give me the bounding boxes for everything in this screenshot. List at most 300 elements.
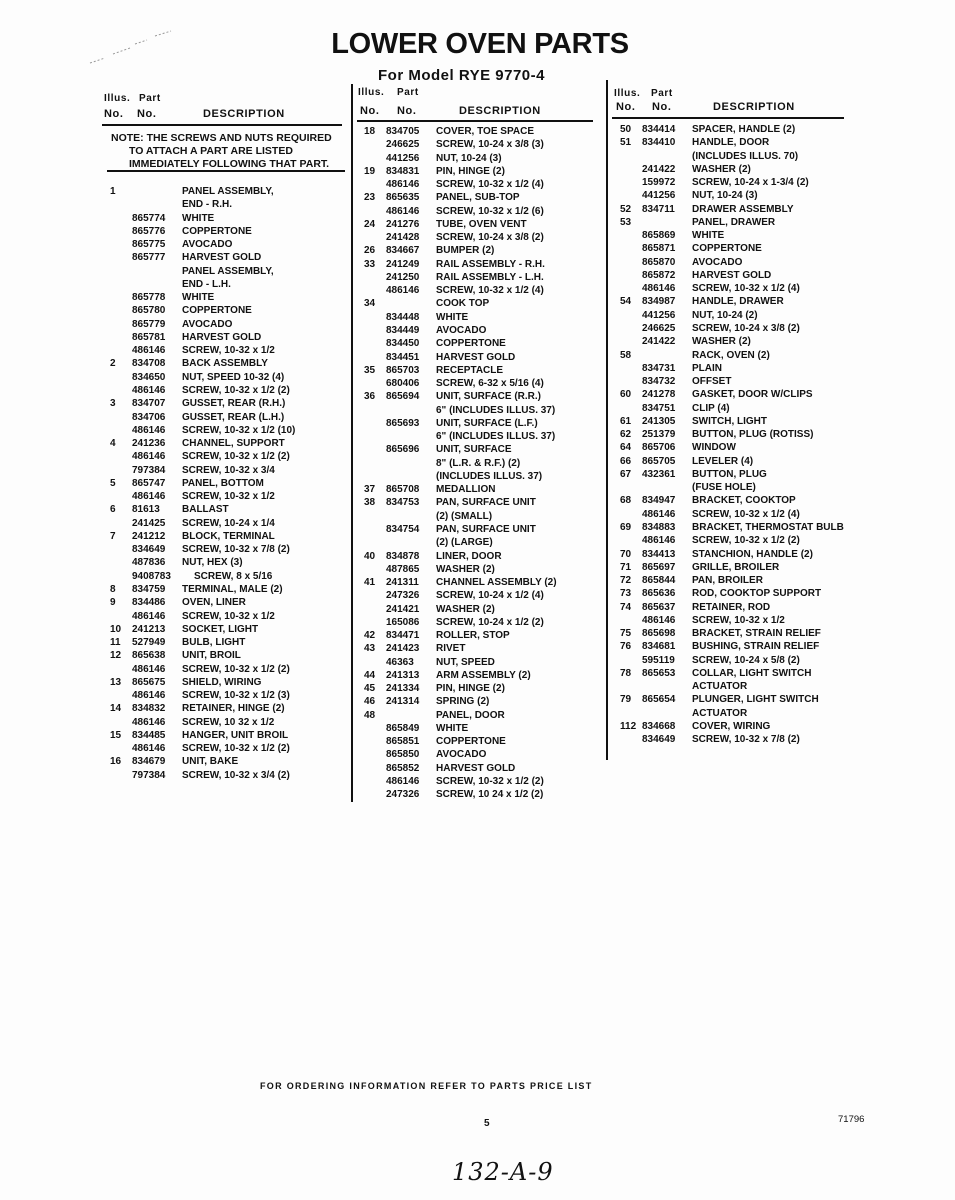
part-number: 834413 — [642, 548, 676, 560]
col1-header-rule — [102, 124, 342, 126]
part-description: ACTUATOR — [692, 707, 748, 719]
illus-number: 12 — [110, 650, 122, 662]
illus-number: 26 — [364, 245, 376, 257]
part-description: WASHER (2) — [692, 163, 751, 175]
model-subtitle: For Model RYE 9770-4 — [378, 67, 545, 84]
part-number: 241334 — [386, 683, 420, 695]
part-number: 241423 — [386, 643, 420, 655]
part-description: GASKET, DOOR W/CLIPS — [692, 389, 813, 401]
part-description: NUT, 10-24 (3) — [692, 190, 758, 202]
part-description: COPPERTONE — [692, 243, 762, 255]
part-number: 246625 — [642, 322, 676, 334]
col2-header-part: Part — [397, 87, 419, 98]
part-number: 865775 — [132, 239, 166, 251]
part-description: SCREW, 10-32 x 3/4 — [182, 464, 275, 476]
note-line-2: TO ATTACH A PART ARE LISTED — [129, 145, 293, 157]
part-number: 486146 — [132, 743, 166, 755]
part-number: 487836 — [132, 557, 166, 569]
col1-header-illus: Illus. — [104, 93, 131, 104]
col1-header-description: DESCRIPTION — [203, 108, 285, 120]
part-description: UNIT, BAKE — [182, 756, 239, 768]
part-description: ACTUATOR — [692, 681, 748, 693]
part-number: 486146 — [132, 451, 166, 463]
part-number: 486146 — [132, 491, 166, 503]
part-description: UNIT, SURFACE (R.R.) — [436, 391, 541, 403]
illus-number: 33 — [364, 258, 376, 270]
part-number: 441256 — [386, 152, 420, 164]
part-number: 241276 — [386, 218, 420, 230]
illus-number: 62 — [620, 429, 632, 441]
part-description: SCREW, 10-32 x 1/2 (2) — [182, 451, 290, 463]
illus-number: 34 — [364, 298, 376, 310]
part-description: HARVEST GOLD — [182, 331, 262, 343]
part-description: SCREW, 6-32 x 5/16 (4) — [436, 378, 544, 390]
part-description: COPPERTONE — [182, 225, 252, 237]
part-description: COPPERTONE — [436, 736, 506, 748]
part-number: 865637 — [642, 601, 676, 613]
page-number: 5 — [484, 1118, 490, 1129]
illus-number: 36 — [364, 391, 376, 403]
part-description: COLLAR, LIGHT SWITCH — [692, 667, 812, 679]
part-description: (INCLUDES ILLUS. 37) — [436, 470, 543, 482]
part-number: 834449 — [386, 324, 420, 336]
part-description: 8" (L.R. & R.F.) (2) — [436, 457, 521, 469]
part-number: 834650 — [132, 371, 166, 383]
part-number: 486146 — [132, 663, 166, 675]
illus-number: 35 — [364, 364, 376, 376]
part-description: SCREW, 10-32 x 1/2 (3) — [182, 690, 290, 702]
part-number: 486146 — [642, 614, 676, 626]
part-number: 432361 — [642, 468, 676, 480]
illus-number: 18 — [364, 126, 376, 137]
illus-number: 50 — [620, 124, 632, 135]
illus-number: 1 — [110, 186, 116, 197]
part-description: OFFSET — [692, 376, 732, 388]
part-description: NUT, HEX (3) — [182, 557, 243, 569]
part-description: RACK, OVEN (2) — [692, 349, 770, 361]
part-number: 486146 — [132, 690, 166, 702]
page-title: LOWER OVEN PARTS — [331, 28, 629, 60]
illus-number: 71 — [620, 561, 632, 573]
note-line-1: NOTE: THE SCREWS AND NUTS REQUIRED — [111, 132, 332, 144]
illus-number: 42 — [364, 630, 376, 642]
part-description: ARM ASSEMBLY (2) — [436, 669, 531, 681]
part-number: 834732 — [642, 376, 676, 388]
illus-number: 74 — [620, 601, 632, 613]
part-description: SCREW, 10-32 x 1/2 (6) — [436, 205, 544, 217]
illus-number: 38 — [364, 497, 376, 509]
part-number: 247326 — [386, 590, 420, 602]
part-number: 865636 — [642, 588, 676, 600]
illus-number: 69 — [620, 521, 632, 533]
illus-number: 13 — [110, 676, 122, 688]
part-number: 834667 — [386, 245, 420, 257]
part-description: WASHER (2) — [436, 603, 495, 615]
part-number: 865779 — [132, 318, 166, 330]
part-description: COVER, TOE SPACE — [436, 126, 534, 137]
part-description: COVER, WIRING — [692, 720, 771, 732]
part-description: HARVEST GOLD — [436, 762, 516, 774]
part-number: 241421 — [386, 603, 420, 615]
part-description: OVEN, LINER — [182, 597, 246, 609]
part-number: 834451 — [386, 351, 420, 363]
part-description: WHITE — [436, 722, 469, 734]
part-description: 6" (INCLUDES ILLUS. 37) — [436, 404, 556, 416]
illus-number: 61 — [620, 415, 632, 427]
part-description: HANGER, UNIT BROIL — [182, 729, 289, 741]
part-number: 241212 — [132, 530, 166, 542]
part-number: 241249 — [386, 258, 420, 270]
part-number: 834705 — [386, 126, 420, 137]
part-number: 834681 — [642, 641, 676, 653]
part-description: PLAIN — [692, 362, 722, 374]
part-description: HARVEST GOLD — [182, 252, 262, 264]
part-number: 834753 — [386, 497, 420, 509]
part-description: BUMPER (2) — [436, 245, 495, 257]
part-description: SCREW, 10-32 x 1/2 (2) — [182, 384, 290, 396]
part-description: PIN, HINGE (2) — [436, 165, 505, 177]
part-description: PIN, HINGE (2) — [436, 683, 505, 695]
part-description: (INCLUDES ILLUS. 70) — [692, 150, 799, 162]
part-description: PANEL, SUB-TOP — [436, 192, 520, 204]
part-number: 241422 — [642, 336, 676, 348]
part-description: SCREW, 10-32 x 1/2 — [182, 345, 275, 357]
part-description: HANDLE, DRAWER — [692, 296, 784, 308]
part-description: UNIT, SURFACE (L.F.) — [436, 417, 538, 429]
part-number: 834649 — [132, 544, 166, 556]
part-description: WHITE — [182, 212, 215, 224]
part-description: SCREW, 10-32 x 1/2 (4) — [436, 179, 544, 191]
part-number: 486146 — [386, 285, 420, 297]
part-number: 865635 — [386, 192, 420, 204]
part-description: PANEL ASSEMBLY, — [182, 186, 274, 197]
illus-number: 76 — [620, 641, 632, 653]
part-description: NUT, SPEED 10-32 (4) — [182, 371, 285, 383]
part-number: 241313 — [386, 669, 420, 681]
illus-number: 43 — [364, 643, 376, 655]
part-number: 487865 — [386, 563, 420, 575]
col3-header-rule — [612, 117, 844, 119]
part-description: COPPERTONE — [182, 305, 252, 317]
illus-number: 46 — [364, 696, 376, 708]
part-number: 834450 — [386, 338, 420, 350]
part-number: 865776 — [132, 225, 166, 237]
part-description: BUTTON, PLUG — [692, 468, 767, 480]
part-description: MEDALLION — [436, 484, 496, 496]
part-number: 865780 — [132, 305, 166, 317]
part-number: 486146 — [386, 179, 420, 191]
part-number: 241422 — [642, 163, 676, 175]
part-number: 241428 — [386, 232, 420, 244]
part-description: SCREW, 10-32 x 1/2 (4) — [692, 508, 800, 520]
part-description: SCREW, 10-24 x 3/8 (2) — [436, 232, 544, 244]
part-number: 865708 — [386, 484, 420, 496]
part-description: END - R.H. — [182, 199, 232, 211]
part-description: SCREW, 10-32 x 1/2 (2) — [436, 776, 544, 788]
part-description: AVOCADO — [182, 239, 233, 251]
illus-number: 112 — [620, 720, 637, 732]
part-number: 9408783 — [132, 570, 171, 582]
illus-number: 60 — [620, 389, 632, 401]
part-description: BUTTON, PLUG (ROTISS) — [692, 429, 814, 441]
col1-header-part: Part — [139, 93, 161, 104]
illus-number: 41 — [364, 577, 376, 589]
part-description: BULB, LIGHT — [182, 637, 246, 649]
part-number: 865844 — [642, 575, 676, 587]
part-description: BACK ASSEMBLY — [182, 358, 268, 370]
illus-number: 7 — [110, 530, 116, 542]
part-number: 834754 — [386, 523, 420, 535]
part-number: 834410 — [642, 137, 676, 149]
part-description: WHITE — [182, 292, 215, 304]
illus-number: 54 — [620, 296, 632, 308]
part-description: PAN, SURFACE UNIT — [436, 523, 536, 535]
part-description: RETAINER, HINGE (2) — [182, 703, 285, 715]
part-number: 865694 — [386, 391, 420, 403]
part-number: 834649 — [642, 734, 676, 746]
illus-number: 8 — [110, 583, 116, 595]
part-description: GUSSET, REAR (L.H.) — [182, 411, 285, 423]
part-description: GUSSET, REAR (R.H.) — [182, 398, 286, 410]
part-description: SCREW, 10-32 x 1/2 — [182, 491, 275, 503]
part-description: RETAINER, ROD — [692, 601, 771, 613]
part-description: END - L.H. — [182, 278, 231, 290]
part-description: SCREW, 10-24 x 3/8 (3) — [436, 139, 544, 151]
illus-number: 4 — [110, 438, 116, 450]
column-divider-1 — [351, 84, 353, 802]
col3-header-part-no: No. — [652, 101, 672, 113]
part-number: 834831 — [386, 165, 420, 177]
part-description: UNIT, SURFACE — [436, 444, 512, 456]
illus-number: 10 — [110, 623, 122, 635]
part-number: 865638 — [132, 650, 166, 662]
note-line-3: IMMEDIATELY FOLLOWING THAT PART. — [129, 158, 330, 170]
part-number: 834679 — [132, 756, 166, 768]
illus-number: 53 — [620, 216, 632, 228]
illus-number: 44 — [364, 669, 376, 681]
part-number: 834471 — [386, 630, 420, 642]
part-number: 834448 — [386, 311, 420, 323]
illus-number: 6 — [110, 504, 116, 516]
part-number: 834987 — [642, 296, 676, 308]
part-description: WASHER (2) — [692, 336, 751, 348]
part-description: SWITCH, LIGHT — [692, 415, 767, 427]
part-description: SCREW, 10-24 x 3/8 (2) — [692, 322, 800, 334]
part-number: 486146 — [642, 283, 676, 295]
part-description: HARVEST GOLD — [436, 351, 516, 363]
illus-number: 73 — [620, 588, 632, 600]
part-number: 241236 — [132, 438, 166, 450]
illus-number: 16 — [110, 756, 122, 768]
part-description: PAN, SURFACE UNIT — [436, 497, 536, 509]
part-number: 865706 — [642, 442, 676, 454]
part-number: 834708 — [132, 358, 166, 370]
part-description: PANEL, DRAWER — [692, 216, 776, 228]
part-description: BALLAST — [182, 504, 229, 516]
part-description: CHANNEL ASSEMBLY (2) — [436, 577, 557, 589]
part-description: SPRING (2) — [436, 696, 490, 708]
part-description: SCREW, 10-32 x 1/2 (2) — [692, 535, 800, 547]
part-number: 865851 — [386, 736, 420, 748]
part-number: 834707 — [132, 398, 166, 410]
part-number: 834759 — [132, 583, 166, 595]
part-description: NUT, SPEED — [436, 656, 495, 668]
part-number: 834414 — [642, 124, 676, 135]
part-description: LINER, DOOR — [436, 550, 502, 562]
illus-number: 75 — [620, 628, 632, 640]
part-number: 441256 — [642, 309, 676, 321]
part-number: 865778 — [132, 292, 166, 304]
part-number: 486146 — [132, 424, 166, 436]
part-number: 834751 — [642, 402, 676, 414]
part-number: 865654 — [642, 694, 676, 706]
part-number: 241311 — [386, 577, 419, 589]
part-description: SCREW, 10-24 x 5/8 (2) — [692, 654, 800, 666]
part-description: SCREW, 10-24 x 1/4 — [182, 517, 275, 529]
col1-header-part-no: No. — [137, 108, 157, 120]
part-number: 246625 — [386, 139, 420, 151]
part-number: 865653 — [642, 667, 676, 679]
part-description: STANCHION, HANDLE (2) — [692, 548, 813, 560]
part-description: AVOCADO — [692, 256, 743, 268]
part-description: HARVEST GOLD — [692, 269, 772, 281]
part-number: 865693 — [386, 417, 420, 429]
part-number: 797384 — [132, 769, 166, 781]
illus-number: 23 — [364, 192, 376, 204]
part-number: 241425 — [132, 517, 166, 529]
part-number: 834486 — [132, 597, 166, 609]
part-description: SCREW, 10-32 x 1/2 (2) — [182, 743, 290, 755]
part-number: 865852 — [386, 762, 420, 774]
illus-number: 78 — [620, 667, 632, 679]
part-description: 6" (INCLUDES ILLUS. 37) — [436, 431, 556, 443]
part-number: 865871 — [642, 243, 676, 255]
part-number: 241278 — [642, 389, 676, 401]
part-description: BRACKET, COOKTOP — [692, 495, 796, 507]
part-number: 834711 — [642, 203, 675, 215]
part-description: SCREW, 8 x 5/16 — [194, 570, 273, 582]
part-description: SCREW, 10-24 x 1/2 (2) — [436, 616, 544, 628]
part-number: 251379 — [642, 429, 676, 441]
illus-number: 19 — [364, 165, 376, 177]
part-number: 865849 — [386, 722, 420, 734]
illus-number: 2 — [110, 358, 116, 370]
part-number: 241250 — [386, 271, 420, 283]
part-number: 486146 — [132, 384, 166, 396]
col2-header-description: DESCRIPTION — [459, 105, 541, 117]
illus-number: 9 — [110, 597, 116, 609]
illus-number: 66 — [620, 455, 632, 467]
part-number: 486146 — [386, 776, 420, 788]
part-description: AVOCADO — [182, 318, 233, 330]
illus-number: 51 — [620, 137, 632, 149]
part-description: SCREW, 10-32 x 7/8 (2) — [692, 734, 800, 746]
illus-number: 58 — [620, 349, 632, 361]
part-description: SCREW, 10-32 x 7/8 (2) — [182, 544, 290, 556]
part-number: 486146 — [132, 716, 166, 728]
part-number: 486146 — [132, 610, 166, 622]
part-description: SCREW, 10-32 x 1/2 (10) — [182, 424, 296, 436]
part-description: CHANNEL, SUPPORT — [182, 438, 285, 450]
handwritten-annotation: 132-A-9 — [452, 1158, 554, 1186]
part-description: DRAWER ASSEMBLY — [692, 203, 794, 215]
part-description: RAIL ASSEMBLY - R.H. — [436, 258, 545, 270]
col1-header-illus-no: No. — [104, 108, 124, 120]
part-number: 527949 — [132, 637, 166, 649]
illus-number: 67 — [620, 468, 632, 480]
part-number: 241305 — [642, 415, 676, 427]
part-number: 834883 — [642, 521, 676, 533]
part-number: 865870 — [642, 256, 676, 268]
part-description: ROLLER, STOP — [436, 630, 510, 642]
part-number: 865703 — [386, 364, 420, 376]
part-description: PANEL ASSEMBLY, — [182, 265, 274, 277]
part-description: SHIELD, WIRING — [182, 676, 262, 688]
part-description: RAIL ASSEMBLY - L.H. — [436, 271, 544, 283]
part-number: 486146 — [132, 345, 166, 357]
part-description: PLUNGER, LIGHT SWITCH — [692, 694, 819, 706]
illus-number: 24 — [364, 218, 376, 230]
illus-number: 45 — [364, 683, 376, 695]
part-description: BLOCK, TERMINAL — [182, 530, 275, 542]
part-number: 865869 — [642, 230, 676, 242]
part-number: 247326 — [386, 789, 420, 801]
part-number: 486146 — [642, 508, 676, 520]
part-description: SCREW, 10-32 x 1/2 — [182, 610, 275, 622]
part-number: 834947 — [642, 495, 676, 507]
part-description: HANDLE, DOOR — [692, 137, 770, 149]
part-description: SPACER, HANDLE (2) — [692, 124, 796, 135]
part-number: 595119 — [642, 654, 675, 666]
part-description: PANEL, DOOR — [436, 709, 505, 721]
part-number: 865675 — [132, 676, 166, 688]
part-description: NUT, 10-24 (3) — [436, 152, 502, 164]
part-description: COPPERTONE — [436, 338, 506, 350]
part-description: TERMINAL, MALE (2) — [182, 583, 283, 595]
illus-number: 48 — [364, 709, 376, 721]
part-number: 865774 — [132, 212, 166, 224]
part-number: 865850 — [386, 749, 420, 761]
column-divider-2 — [606, 80, 608, 760]
col2-header-illus: Illus. — [358, 87, 385, 98]
part-description: PAN, BROILER — [692, 575, 763, 587]
part-number: 865872 — [642, 269, 676, 281]
part-number: 46363 — [386, 656, 414, 668]
illus-number: 37 — [364, 484, 376, 496]
document-number: 71796 — [838, 1114, 865, 1125]
part-description: BUSHING, STRAIN RELIEF — [692, 641, 820, 653]
part-description: RIVET — [436, 643, 466, 655]
part-number: 834731 — [642, 362, 676, 374]
part-description: SCREW, 10-32 x 1/2 (2) — [182, 663, 290, 675]
illus-number: 70 — [620, 548, 632, 560]
part-number: 865777 — [132, 252, 166, 264]
col3-header-description: DESCRIPTION — [713, 101, 795, 113]
part-number: 834706 — [132, 411, 166, 423]
col3-header-illus-no: No. — [616, 101, 636, 113]
part-number: 159972 — [642, 177, 676, 189]
illus-number: 52 — [620, 203, 632, 215]
illus-number: 5 — [110, 477, 116, 489]
part-description: SCREW, 10-24 x 1/2 (4) — [436, 590, 544, 602]
part-description: RECEPTACLE — [436, 364, 504, 376]
illus-number: 14 — [110, 703, 122, 715]
part-description: SCREW, 10-32 x 1/2 (4) — [692, 283, 800, 295]
part-description: NUT, 10-24 (2) — [692, 309, 758, 321]
part-description: WHITE — [692, 230, 725, 242]
part-number: 865696 — [386, 444, 420, 456]
part-number: 865747 — [132, 477, 166, 489]
